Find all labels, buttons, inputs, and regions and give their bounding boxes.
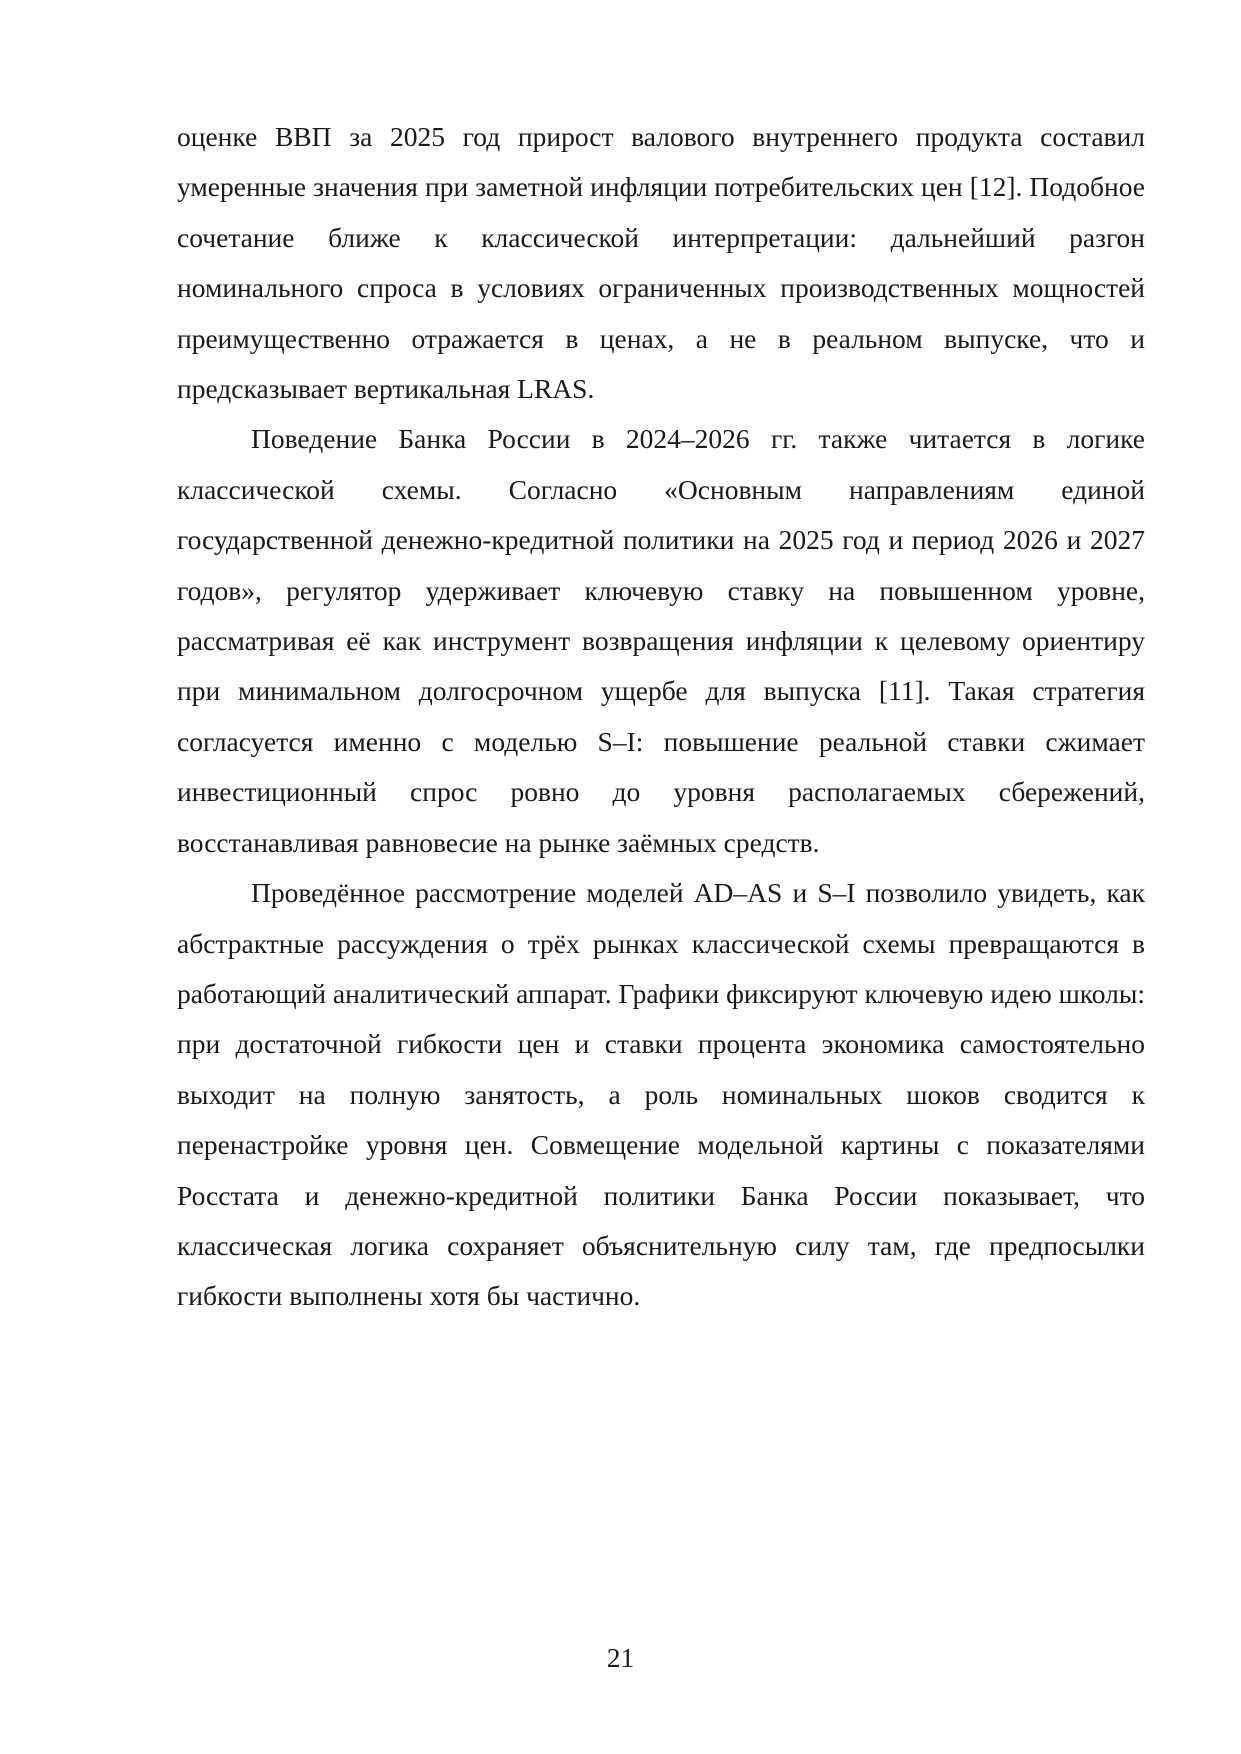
paragraph-bank-of-russia: Поведение Банка России в 2024–2026 гг. также читается в логике классической схемы. Согласно «Основным направлениям единой государственной денежно-кредитной политики на 2025 год и период 2026 и 2027 годов», регулятор удерживает ключевую ставку на повышенном уровне, рассматривая её как инструмент возвращения инфляции к целевому ориентиру при минимальном долгосрочном ущербе для выпуска [11]. Такая стратегия согласуется именно с моделью S–I: повышение реальной ставки сжимает инвестиционный спрос ровно до уровня располагаемых сбережений, восстанавливая равновесие на рынке заёмных средств.: [177, 423, 1145, 858]
body-text: [177, 112, 1145, 1322]
paragraph-continued: оценке ВВП за 2025 год прирост валового внутреннего продукта составил умеренные значения при заметной инфляции потребительских цен [12]. Подобное сочетание ближе к классической интерпретации: дальнейший разгон номинального спроса в условиях ограниченных производственных мощностей преимущественно отражается в ценах, а не в реальном выпуске, что и предсказывает вертикальная LRAS.: [177, 121, 1145, 405]
paragraph-conclusion: Проведённое рассмотрение моделей AD–AS и S–I позволило увидеть, как абстрактные рассуждения о трёх рынках классической схемы превращаются в работающий аналитический аппарат. Графики фиксируют ключевую идею школы: при достаточной гибкости цен и ставки процента экономика самостоятельно выходит на полную занятость, а роль номинальных шоков сводится к перенастройке уровня цен. Совмещение модельной картины с показателями Росстата и денежно-кредитной политики Банка России показывает, что классическая логика сохраняет объяснительную силу там, где предпосылки гибкости выполнены хотя бы частично.: [177, 877, 1145, 1312]
page-number: 21: [606, 1642, 635, 1673]
